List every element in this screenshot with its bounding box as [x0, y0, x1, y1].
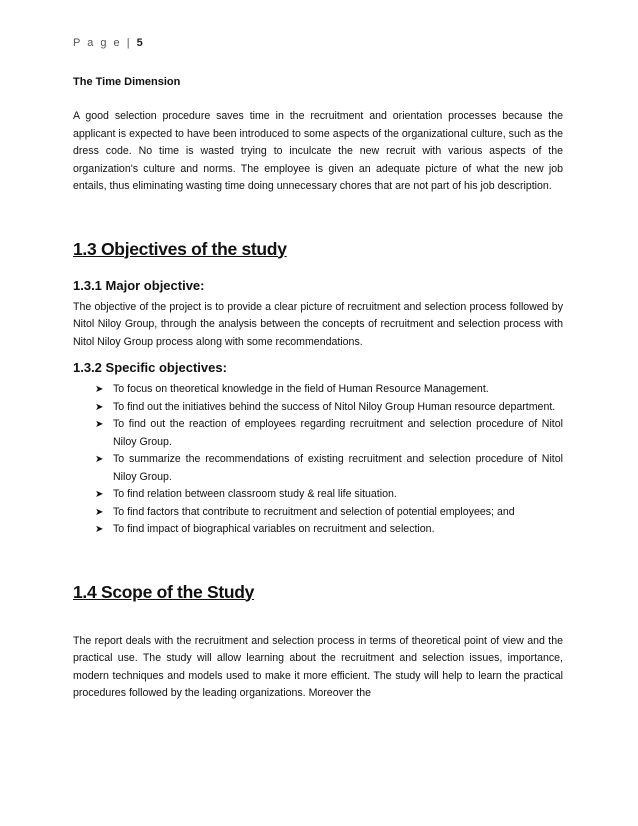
specific-objectives-heading: 1.3.2 Specific objectives: — [73, 360, 227, 375]
list-item — [95, 486, 563, 504]
list-item — [95, 521, 563, 539]
list-item — [95, 399, 563, 417]
major-objective-heading: 1.3.1 Major objective: — [73, 277, 205, 293]
arrow-bullet-icon: ➤ — [95, 419, 104, 430]
page-separator: | — [126, 37, 132, 49]
list-item-text: To focus on theoretical knowledge in the field of Human Resource Management. — [113, 383, 489, 395]
list-item-text: To summarize the recommendations of existing recruitment and selection procedure of Nitol Niloy Group. — [113, 453, 563, 483]
page-header — [73, 37, 143, 49]
arrow-bullet-icon: ➤ — [95, 506, 104, 518]
list-item-text: To find impact of biographical variables on recruitment and selection. — [113, 523, 435, 535]
list-item-text: To find relation between classroom study & real life situation. — [113, 488, 397, 500]
scope-heading: 1.4 Scope of the Study — [73, 581, 255, 602]
list-item — [95, 416, 563, 451]
arrow-bullet-icon: ➤ — [95, 384, 104, 395]
objectives-heading: 1.3 Objectives of the study — [73, 238, 287, 259]
list-item — [95, 381, 563, 399]
time-dimension-paragraph: A good selection procedure saves time in the recruitment and orientation processes because the applicant is expected to have been introduced to some aspects of the organizational culture, such as the dress code. No time is wasted trying to inculcate the new recruit with various aspects of the organization's culture and norms. The employee is given an adequate picture of what the new job entails, thus eliminating wasting time doing unnecessary chores that are not part of his job description. — [73, 110, 563, 192]
page-number: 5 — [136, 37, 143, 49]
time-dimension-title: The Time Dimension — [73, 76, 181, 88]
scope-paragraph: The report deals with the recruitment and selection process in terms of theoretical point of view and the practical use. The study will allow learning about the recruitment and selection issues, importance, modern techniques and models used to make it more efficient. The study will help to learn the practical procedures followed by the leading organizations. Moreover the — [73, 634, 563, 699]
page-label: P a g e — [73, 37, 122, 49]
specific-objectives-list — [73, 381, 563, 539]
list-item-text: To find out the reaction of employees regarding recruitment and selection procedure of Nitol Niloy Group. — [113, 418, 563, 448]
arrow-bullet-icon: ➤ — [95, 524, 104, 535]
list-item — [95, 451, 563, 486]
arrow-bullet-icon: ➤ — [95, 489, 104, 500]
arrow-bullet-icon: ➤ — [95, 401, 104, 413]
list-item-text: To find factors that contribute to recruitment and selection of potential employees; and — [113, 505, 515, 518]
arrow-bullet-icon: ➤ — [95, 454, 104, 465]
page-content — [73, 76, 563, 703]
major-objective-paragraph: The objective of the project is to provide a clear picture of recruitment and selection process followed by Nitol Niloy Group, through the analysis between the concepts of recruitment and selection process with Nitol Niloy Group process along with some recommendations. — [73, 300, 563, 348]
list-item — [95, 504, 563, 522]
list-item-text: To find out the initiatives behind the success of Nitol Niloy Group Human resource department. — [113, 400, 556, 413]
